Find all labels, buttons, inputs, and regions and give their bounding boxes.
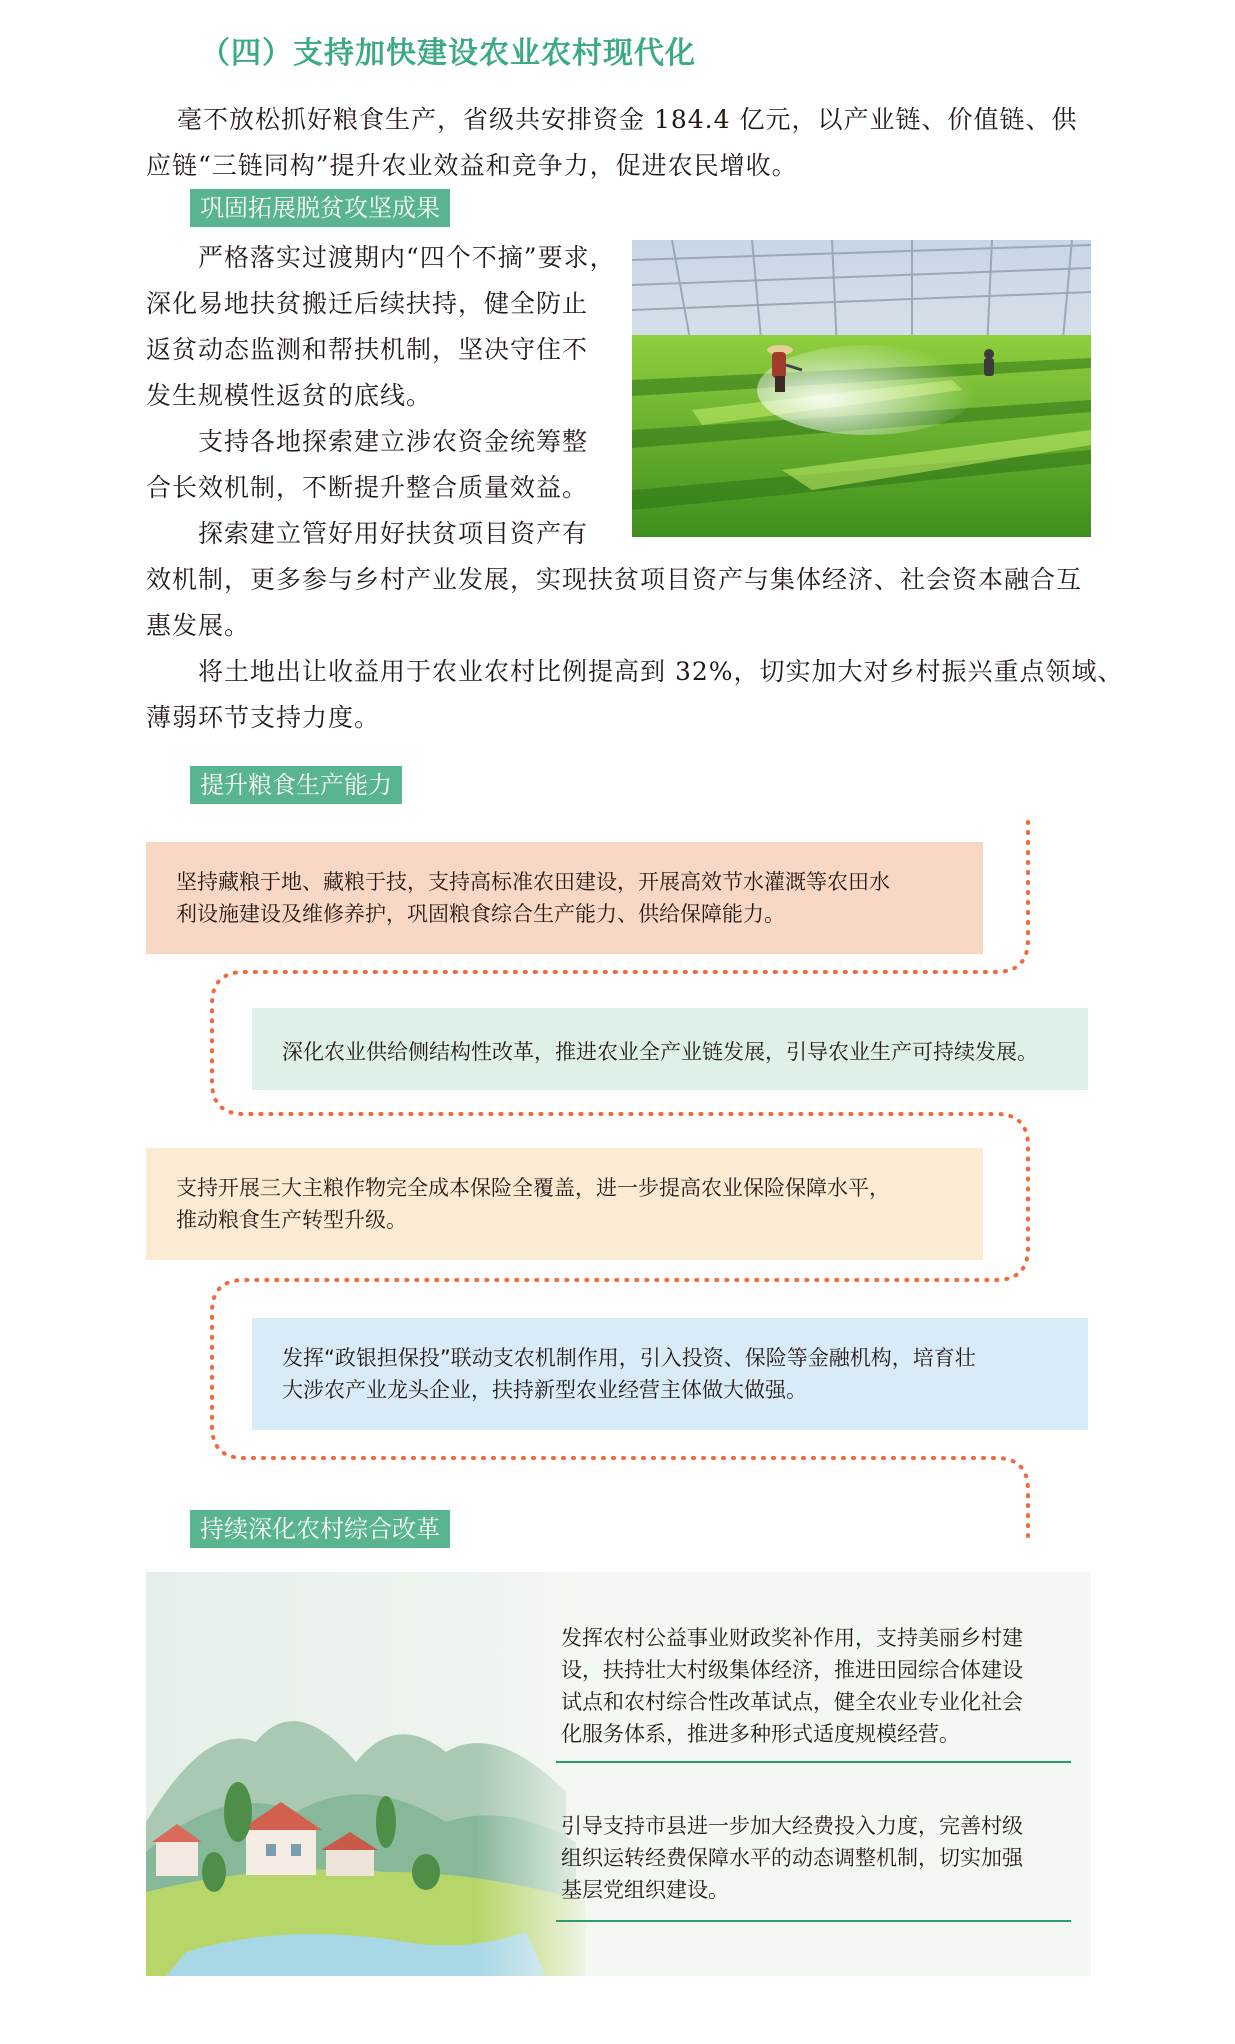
reform-item-2-line-2: 组织运转经费保障水平的动态调整机制，切实加强 — [561, 1846, 1023, 1870]
greenhouse-photo — [632, 240, 1091, 537]
p1-line-4: 发生规模性返贫的底线。 — [146, 381, 433, 410]
intro-line-2: 应链“三链同构”提升农业效益和竞争力，促进农民增收。 — [146, 151, 798, 180]
reform-divider-2 — [556, 1920, 1071, 1922]
subsection-tag-reform: 持续深化农村综合改革 — [190, 1510, 450, 1548]
grain-step-2-line-1: 深化农业供给侧结构性改革，推进农业全产业链发展，引导农业生产可持续发展。 — [282, 1040, 1038, 1064]
reform-divider-1 — [556, 1761, 1071, 1763]
grain-step-1-line-2: 利设施建设及维修养护，巩固粮食综合生产能力、供给保障能力。 — [176, 902, 785, 926]
reform-item-2-line-1: 引导支持市县进一步加大经费投入力度，完善村级 — [561, 1814, 1023, 1838]
reform-item-2-line-3: 基层党组织建设。 — [561, 1878, 729, 1902]
reform-item-1-line-2: 设，扶持壮大村级集体经济，推进田园综合体建设 — [561, 1658, 1023, 1682]
reform-item-1-line-4: 化服务体系，推进多种形式适度规模经营。 — [561, 1722, 960, 1746]
grain-step-1 — [146, 842, 983, 954]
p4-line-2: 薄弱环节支持力度。 — [146, 703, 381, 732]
grain-step-3-line-1: 支持开展三大主粮作物完全成本保险全覆盖，进一步提高农业保险保障水平， — [176, 1176, 890, 1200]
grain-step-1-line-1: 坚持藏粮于地、藏粮于技，支持高标准农田建设，开展高效节水灌溉等农田水 — [176, 870, 890, 894]
grain-step-3-line-2: 推动粮食生产转型升级。 — [176, 1208, 407, 1232]
grain-step-3 — [146, 1148, 983, 1260]
p1-line-2: 深化易地扶贫搬迁后续扶持，健全防止 — [146, 289, 589, 318]
reform-item-2 — [561, 1810, 1023, 1906]
section-title: （四）支持加快建设农业农村现代化 — [200, 36, 696, 71]
reform-item-1-line-3: 试点和农村综合性改革试点，健全农业专业化社会 — [561, 1690, 1023, 1714]
p2-line-1: 支持各地探索建立涉农资金统筹整 — [198, 427, 589, 456]
subsection-tag-poverty: 巩固拓展脱贫攻坚成果 — [190, 189, 450, 227]
grain-step-2 — [252, 1008, 1088, 1090]
p3-line-3: 惠发展。 — [146, 611, 251, 640]
grain-step-4-line-1: 发挥“政银担保投”联动支农机制作用，引入投资、保险等金融机构，培育壮 — [282, 1346, 976, 1370]
intro-line-1: 毫不放松抓好粮食生产，省级共安排资金 184.4 亿元，以产业链、价值链、供 — [177, 105, 1078, 134]
p2-line-2: 合长效机制，不断提升整合质量效益。 — [146, 473, 589, 502]
reform-item-1 — [561, 1622, 1023, 1750]
p3-line-2: 效机制，更多参与乡村产业发展，实现扶贫项目资产与集体经济、社会资本融合互 — [146, 565, 1083, 594]
village-illustration — [146, 1572, 1091, 1976]
p3-line-1: 探索建立管好用好扶贫项目资产有 — [198, 519, 589, 548]
p1-line-1: 严格落实过渡期内“四个不摘”要求， — [198, 243, 616, 272]
p1-line-3: 返贫动态监测和帮扶机制，坚决守住不 — [146, 335, 589, 364]
subsection-tag-grain: 提升粮食生产能力 — [190, 766, 402, 804]
grain-step-4 — [252, 1318, 1088, 1430]
reform-item-1-line-1: 发挥农村公益事业财政奖补作用，支持美丽乡村建 — [561, 1626, 1023, 1650]
grain-step-4-line-2: 大涉农产业龙头企业，扶持新型农业经营主体做大做强。 — [282, 1378, 807, 1402]
p4-line-1: 将土地出让收益用于农业农村比例提高到 32%，切实加大对乡村振兴重点领域、 — [198, 657, 1124, 686]
